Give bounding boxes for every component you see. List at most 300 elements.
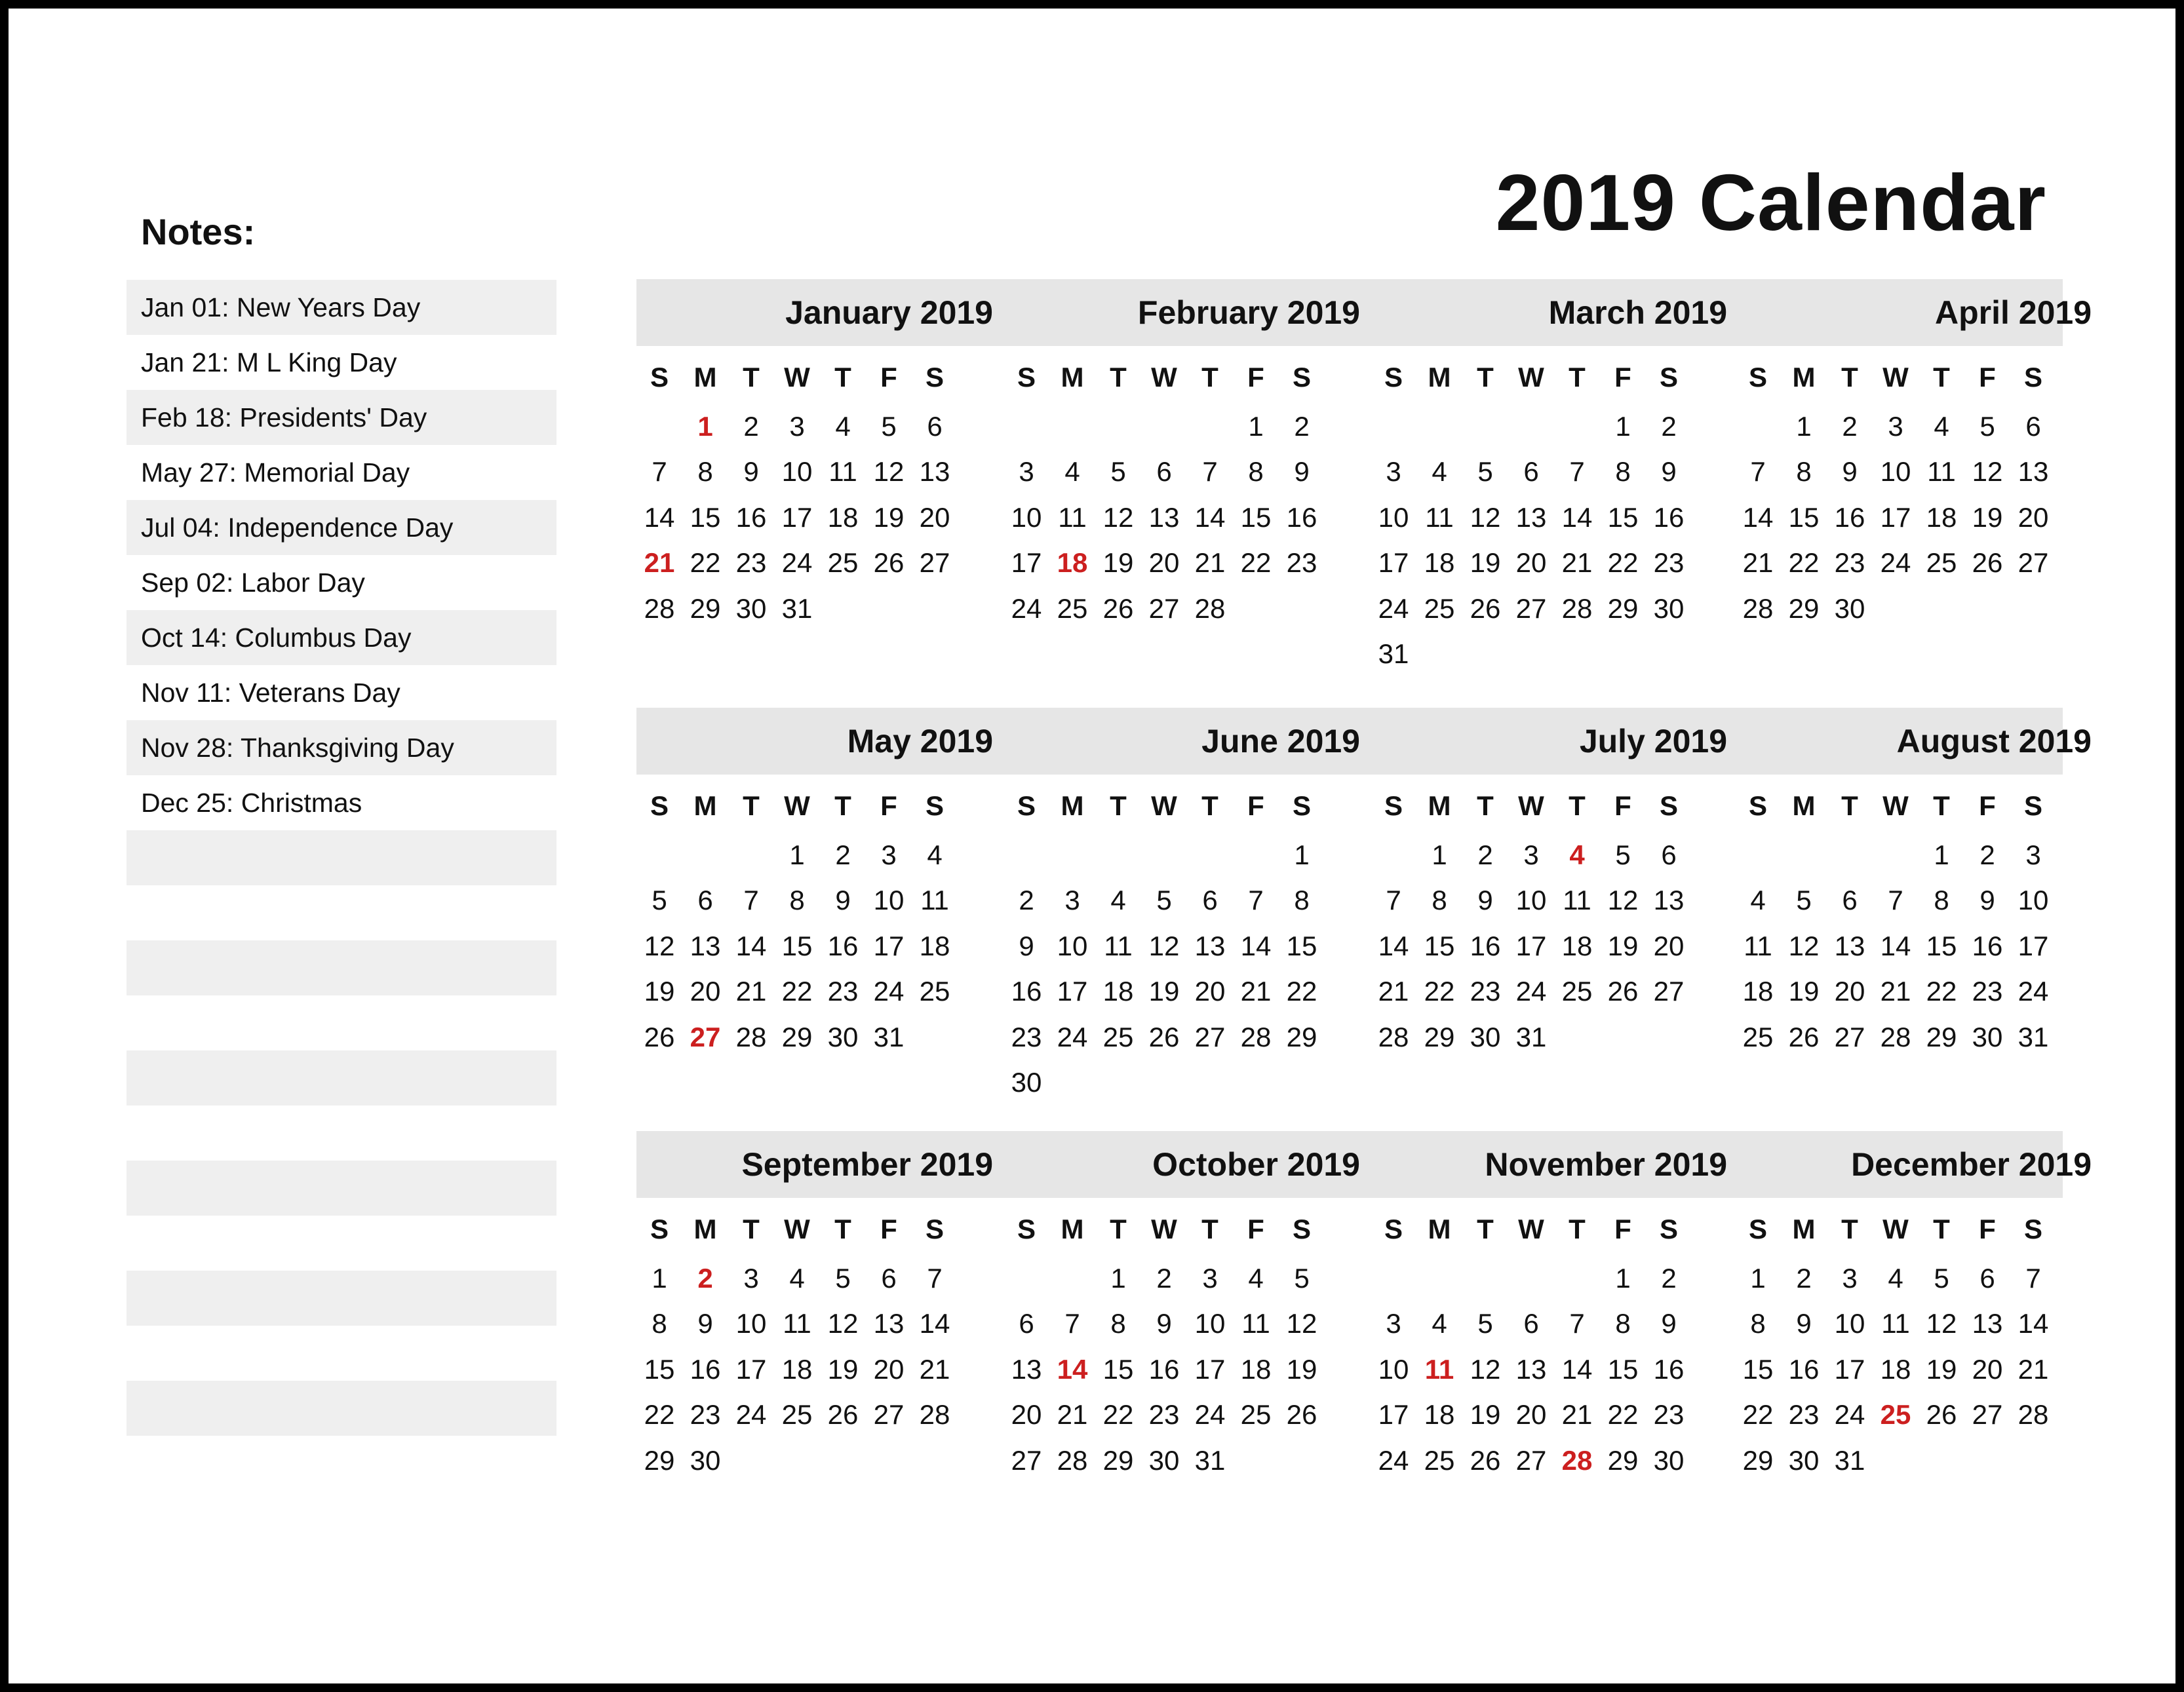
weekday-label: S xyxy=(1748,1214,1767,1244)
empty-day-cell xyxy=(1873,832,1919,877)
weekday-label: S xyxy=(650,362,669,393)
day-cell: 7 xyxy=(1569,456,1585,488)
day-cell: 21 xyxy=(735,976,767,1007)
weekday-label: S xyxy=(1292,1214,1311,1244)
day-cell: 16 xyxy=(1011,976,1042,1007)
day-cell: 27 xyxy=(1515,592,1547,624)
month-title: December 2019 xyxy=(1851,1146,2092,1183)
week-row xyxy=(1371,586,1692,631)
day-cell: 2 xyxy=(1019,885,1034,916)
week-row xyxy=(1004,449,1325,494)
empty-day-cell xyxy=(820,586,866,631)
day-cell: 3 xyxy=(881,839,897,870)
week-row xyxy=(1371,1256,1692,1301)
empty-day-cell xyxy=(1781,832,1827,877)
week-row xyxy=(1735,586,2056,631)
empty-day-cell xyxy=(1873,586,1919,631)
empty-day-cell xyxy=(1095,404,1141,449)
day-cell: 6 xyxy=(1202,885,1218,916)
week-row xyxy=(1371,449,1692,494)
week-row xyxy=(1371,969,1692,1014)
day-cell: 17 xyxy=(1378,547,1409,579)
day-cell: 9 xyxy=(1294,456,1310,488)
day-cell: 8 xyxy=(1615,1308,1631,1339)
weekday-label: S xyxy=(1017,362,1036,393)
day-cell: 24 xyxy=(873,976,905,1007)
day-cell: 12 xyxy=(1972,456,2003,488)
week-row xyxy=(636,1014,958,1060)
day-cell: 12 xyxy=(1470,1353,1501,1385)
day-cell: 3 xyxy=(1842,1263,1858,1294)
day-cell: 17 xyxy=(2018,930,2049,961)
empty-day-cell xyxy=(1141,404,1187,449)
weekday-header xyxy=(1735,351,2056,404)
empty-day-cell xyxy=(1827,832,1873,877)
day-cell: 6 xyxy=(881,1263,897,1294)
day-cell: 19 xyxy=(1102,547,1134,579)
note-row xyxy=(127,1161,556,1216)
weekday-label: S xyxy=(1659,362,1678,393)
day-cell: 7 xyxy=(1750,456,1766,488)
weekday-label: W xyxy=(1151,362,1177,393)
day-cell: 7 xyxy=(652,456,667,488)
week-row xyxy=(1371,1347,1692,1392)
day-cell: 2 xyxy=(1661,1263,1677,1294)
day-cell: 6 xyxy=(697,885,713,916)
day-cell: 20 xyxy=(1194,976,1226,1007)
day-cell: 31 xyxy=(2018,1021,2049,1052)
day-cell: 5 xyxy=(835,1263,851,1294)
weekday-label: T xyxy=(1569,362,1586,393)
day-cell: 24 xyxy=(2018,976,2049,1007)
note-row xyxy=(127,1216,556,1271)
day-cell: 20 xyxy=(1011,1399,1042,1431)
day-cell: 19 xyxy=(644,976,675,1007)
note-row: Feb 18: Presidents' Day xyxy=(127,390,556,445)
holiday-day-cell: 28 xyxy=(1561,1444,1593,1476)
day-cell: 19 xyxy=(827,1353,859,1385)
day-cell: 9 xyxy=(1156,1308,1172,1339)
weekday-label: T xyxy=(1569,1214,1586,1244)
week-row xyxy=(636,832,958,877)
day-cell: 28 xyxy=(919,1399,950,1431)
day-cell: 15 xyxy=(690,501,721,533)
empty-day-cell xyxy=(1141,1060,1187,1105)
empty-day-cell xyxy=(636,832,682,877)
day-cell: 31 xyxy=(1194,1444,1226,1476)
day-cell: 19 xyxy=(1148,976,1180,1007)
empty-day-cell xyxy=(682,832,728,877)
day-cell: 11 xyxy=(1563,885,1591,916)
empty-day-cell xyxy=(1554,631,1600,676)
day-cell: 6 xyxy=(2025,411,2041,442)
day-cell: 30 xyxy=(1653,592,1685,624)
week-row xyxy=(636,449,958,494)
day-cell: 26 xyxy=(1470,1444,1501,1476)
day-cell: 26 xyxy=(873,547,905,579)
day-cell: 22 xyxy=(1424,976,1455,1007)
day-cell: 29 xyxy=(1607,1444,1639,1476)
empty-day-cell xyxy=(1095,832,1141,877)
day-cell: 3 xyxy=(1523,839,1539,870)
weekday-label: F xyxy=(1979,790,1996,821)
day-cell: 10 xyxy=(1194,1308,1226,1339)
day-cell: 17 xyxy=(873,930,905,961)
day-cell: 13 xyxy=(1834,930,1865,961)
note-row: Oct 14: Columbus Day xyxy=(127,610,556,665)
day-cell: 1 xyxy=(1934,839,1949,870)
day-cell: 14 xyxy=(1378,930,1409,961)
day-cell: 10 xyxy=(1011,501,1042,533)
day-cell: 14 xyxy=(2018,1308,2049,1339)
day-cell: 15 xyxy=(1788,501,1820,533)
day-cell: 20 xyxy=(873,1353,905,1385)
day-cell: 15 xyxy=(781,930,813,961)
day-cell: 7 xyxy=(1202,456,1218,488)
weekday-label: W xyxy=(784,362,810,393)
day-cell: 6 xyxy=(1523,456,1539,488)
weekday-header xyxy=(636,351,958,404)
weekday-label: M xyxy=(693,790,717,821)
weekday-label: F xyxy=(1247,1214,1264,1244)
weekday-label: T xyxy=(743,362,760,393)
empty-day-cell xyxy=(2010,586,2056,631)
empty-day-cell xyxy=(1554,1014,1600,1060)
day-cell: 17 xyxy=(1057,976,1088,1007)
week-row xyxy=(1371,540,1692,585)
day-cell: 4 xyxy=(927,839,943,870)
day-cell: 12 xyxy=(1607,885,1639,916)
weekday-label: S xyxy=(925,1214,944,1244)
empty-day-cell xyxy=(1416,631,1462,676)
holiday-day-cell: 11 xyxy=(1424,1353,1454,1385)
day-cell: 11 xyxy=(1881,1308,1910,1339)
weekday-label: S xyxy=(1017,1214,1036,1244)
day-cell: 15 xyxy=(1102,1353,1134,1385)
holiday-day-cell: 14 xyxy=(1057,1353,1088,1385)
week-row xyxy=(1735,1301,2056,1346)
weekday-label: M xyxy=(1061,1214,1084,1244)
empty-day-cell xyxy=(912,586,958,631)
day-cell: 15 xyxy=(1240,501,1272,533)
note-row xyxy=(127,1381,556,1436)
empty-day-cell xyxy=(912,1014,958,1060)
week-row xyxy=(1004,404,1325,449)
day-cell: 14 xyxy=(1194,501,1226,533)
day-cell: 14 xyxy=(735,930,767,961)
day-cell: 24 xyxy=(735,1399,767,1431)
day-cell: 22 xyxy=(1607,547,1639,579)
holiday-day-cell: 25 xyxy=(1880,1399,1911,1431)
weekday-label: T xyxy=(1841,362,1858,393)
day-cell: 30 xyxy=(1834,592,1865,624)
week-row xyxy=(1371,1301,1692,1346)
weekday-label: M xyxy=(693,1214,717,1244)
weekday-label: W xyxy=(1882,362,1909,393)
note-row xyxy=(127,1106,556,1161)
weekday-label: F xyxy=(1979,1214,1996,1244)
day-cell: 30 xyxy=(1653,1444,1685,1476)
weekday-label: S xyxy=(1384,1214,1403,1244)
day-cell: 13 xyxy=(1515,1353,1547,1385)
day-cell: 23 xyxy=(1011,1021,1042,1052)
day-cell: 19 xyxy=(873,501,905,533)
day-cell: 22 xyxy=(1240,547,1272,579)
day-cell: 15 xyxy=(1607,501,1639,533)
day-cell: 24 xyxy=(1378,592,1409,624)
day-cell: 6 xyxy=(927,411,943,442)
empty-day-cell xyxy=(1141,832,1187,877)
day-cell: 13 xyxy=(919,456,950,488)
empty-day-cell xyxy=(1371,832,1416,877)
day-cell: 3 xyxy=(1386,1308,1401,1339)
weekday-label: T xyxy=(834,790,851,821)
day-cell: 8 xyxy=(1294,885,1310,916)
week-row xyxy=(1004,586,1325,631)
day-cell: 20 xyxy=(1834,976,1865,1007)
day-cell: 4 xyxy=(1750,885,1766,916)
month-title: September 2019 xyxy=(741,1146,993,1183)
day-cell: 12 xyxy=(644,930,675,961)
day-cell: 18 xyxy=(781,1353,813,1385)
day-cell: 8 xyxy=(697,456,713,488)
day-cell: 2 xyxy=(1979,839,1995,870)
day-cell: 2 xyxy=(1661,411,1677,442)
day-cell: 22 xyxy=(1286,976,1317,1007)
week-row xyxy=(1371,923,1692,969)
day-cell: 21 xyxy=(1561,547,1593,579)
day-cell: 23 xyxy=(690,1399,721,1431)
day-cell: 5 xyxy=(1979,411,1995,442)
weekday-label: W xyxy=(784,1214,810,1244)
empty-day-cell xyxy=(1508,631,1554,676)
day-cell: 1 xyxy=(1796,411,1812,442)
day-cell: 7 xyxy=(1569,1308,1585,1339)
day-cell: 26 xyxy=(1148,1021,1180,1052)
weekday-label: T xyxy=(1933,362,1950,393)
day-cell: 1 xyxy=(1294,839,1310,870)
day-cell: 16 xyxy=(1972,930,2003,961)
weekday-label: M xyxy=(693,362,717,393)
day-cell: 2 xyxy=(1477,839,1493,870)
weekday-label: M xyxy=(1792,790,1816,821)
day-cell: 22 xyxy=(1926,976,1957,1007)
holiday-day-cell: 2 xyxy=(697,1263,713,1294)
week-row xyxy=(636,404,958,449)
weekday-header xyxy=(1371,780,1692,832)
week-row xyxy=(636,586,958,631)
week-row xyxy=(1004,540,1325,585)
weekday-label: F xyxy=(1614,362,1631,393)
empty-day-cell xyxy=(1233,1060,1279,1105)
note-row: Nov 28: Thanksgiving Day xyxy=(127,720,556,775)
month-title: November 2019 xyxy=(1485,1146,1727,1183)
day-cell: 11 xyxy=(829,456,857,488)
day-cell: 30 xyxy=(690,1444,721,1476)
empty-day-cell xyxy=(1049,1256,1095,1301)
empty-day-cell xyxy=(1279,1438,1325,1483)
day-cell: 22 xyxy=(1788,547,1820,579)
weekday-label: F xyxy=(880,790,897,821)
note-row xyxy=(127,940,556,995)
day-cell: 8 xyxy=(1248,456,1264,488)
weekday-label: W xyxy=(1151,790,1177,821)
day-cell: 22 xyxy=(781,976,813,1007)
day-cell: 7 xyxy=(2025,1263,2041,1294)
weekday-label: T xyxy=(1201,790,1219,821)
day-cell: 28 xyxy=(1742,592,1774,624)
day-cell: 12 xyxy=(1102,501,1134,533)
month-title: January 2019 xyxy=(785,294,993,331)
day-cell: 20 xyxy=(1148,547,1180,579)
weekday-label: S xyxy=(1017,790,1036,821)
day-cell: 20 xyxy=(919,501,950,533)
week-row xyxy=(1735,449,2056,494)
day-cell: 4 xyxy=(835,411,851,442)
week-row xyxy=(1735,832,2056,877)
day-cell: 26 xyxy=(1972,547,2003,579)
day-cell: 7 xyxy=(927,1263,943,1294)
day-cell: 2 xyxy=(1796,1263,1812,1294)
empty-day-cell xyxy=(1233,586,1279,631)
week-row xyxy=(636,969,958,1014)
holiday-day-cell: 18 xyxy=(1057,547,1088,579)
week-row xyxy=(1735,877,2056,923)
day-cell: 9 xyxy=(1796,1308,1812,1339)
day-cell: 21 xyxy=(1240,976,1272,1007)
empty-day-cell xyxy=(1233,1438,1279,1483)
day-cell: 18 xyxy=(827,501,859,533)
day-cell: 17 xyxy=(1880,501,1911,533)
week-row xyxy=(636,495,958,540)
weekday-label: T xyxy=(1110,790,1127,821)
day-cell: 1 xyxy=(1750,1263,1766,1294)
day-cell: 12 xyxy=(1470,501,1501,533)
day-cell: 9 xyxy=(835,885,851,916)
weekday-label: T xyxy=(1933,790,1950,821)
empty-day-cell xyxy=(820,1438,866,1483)
week-row xyxy=(1004,877,1325,923)
month-title: April 2019 xyxy=(1934,294,2092,331)
month-title: June 2019 xyxy=(1201,723,1360,759)
day-cell: 1 xyxy=(652,1263,667,1294)
day-cell: 21 xyxy=(1057,1399,1088,1431)
day-cell: 13 xyxy=(1148,501,1180,533)
day-cell: 3 xyxy=(789,411,805,442)
weekday-label: S xyxy=(2023,1214,2042,1244)
day-cell: 8 xyxy=(1934,885,1949,916)
day-cell: 30 xyxy=(1470,1021,1501,1052)
day-cell: 2 xyxy=(743,411,759,442)
day-cell: 4 xyxy=(1432,1308,1447,1339)
day-cell: 29 xyxy=(781,1021,813,1052)
weekday-label: S xyxy=(1292,362,1311,393)
day-cell: 30 xyxy=(1148,1444,1180,1476)
note-row xyxy=(127,1050,556,1106)
day-cell: 15 xyxy=(1607,1353,1639,1385)
day-cell: 5 xyxy=(1934,1263,1949,1294)
day-cell: 29 xyxy=(1742,1444,1774,1476)
day-cell: 20 xyxy=(1653,930,1685,961)
day-cell: 13 xyxy=(2018,456,2049,488)
day-cell: 30 xyxy=(827,1021,859,1052)
day-cell: 28 xyxy=(1880,1021,1911,1052)
day-cell: 16 xyxy=(1788,1353,1820,1385)
day-cell: 9 xyxy=(1477,885,1493,916)
day-cell: 25 xyxy=(1424,1444,1455,1476)
week-row xyxy=(1371,495,1692,540)
weekday-label: T xyxy=(1477,790,1494,821)
day-cell: 15 xyxy=(1742,1353,1774,1385)
weekday-label: F xyxy=(1979,362,1996,393)
weekday-label: M xyxy=(1792,1214,1816,1244)
day-cell: 4 xyxy=(1934,411,1949,442)
day-cell: 27 xyxy=(1653,976,1685,1007)
day-cell: 18 xyxy=(1424,1399,1455,1431)
empty-day-cell xyxy=(1462,404,1508,449)
note-row xyxy=(127,830,556,885)
day-cell: 5 xyxy=(1796,885,1812,916)
weekday-label: F xyxy=(1614,790,1631,821)
empty-day-cell xyxy=(1279,1060,1325,1105)
day-cell: 21 xyxy=(919,1353,950,1385)
day-cell: 16 xyxy=(1653,501,1685,533)
day-cell: 1 xyxy=(1110,1263,1126,1294)
day-cell: 19 xyxy=(1926,1353,1957,1385)
day-cell: 23 xyxy=(827,976,859,1007)
day-cell: 4 xyxy=(1248,1263,1264,1294)
day-cell: 31 xyxy=(1515,1021,1547,1052)
week-row xyxy=(1004,1256,1325,1301)
day-cell: 16 xyxy=(1653,1353,1685,1385)
empty-day-cell xyxy=(1600,631,1646,676)
day-cell: 12 xyxy=(1788,930,1820,961)
empty-day-cell xyxy=(1004,404,1049,449)
day-cell: 25 xyxy=(1057,592,1088,624)
weekday-header xyxy=(1735,780,2056,832)
week-row xyxy=(1735,1347,2056,1392)
day-cell: 5 xyxy=(1156,885,1172,916)
day-cell: 10 xyxy=(1378,501,1409,533)
weekday-label: T xyxy=(743,1214,760,1244)
day-cell: 22 xyxy=(1102,1399,1134,1431)
day-cell: 16 xyxy=(1286,501,1317,533)
day-cell: 9 xyxy=(1842,456,1858,488)
day-cell: 29 xyxy=(1102,1444,1134,1476)
week-row xyxy=(1735,1256,2056,1301)
empty-day-cell xyxy=(728,832,774,877)
day-cell: 12 xyxy=(827,1308,859,1339)
day-cell: 3 xyxy=(743,1263,759,1294)
day-cell: 6 xyxy=(1523,1308,1539,1339)
day-cell: 19 xyxy=(1607,930,1639,961)
empty-day-cell xyxy=(636,404,682,449)
day-cell: 14 xyxy=(1742,501,1774,533)
empty-day-cell xyxy=(1371,404,1416,449)
day-cell: 23 xyxy=(1653,1399,1685,1431)
weekday-header xyxy=(1004,780,1325,832)
day-cell: 29 xyxy=(644,1444,675,1476)
week-row xyxy=(1735,969,2056,1014)
day-cell: 1 xyxy=(1432,839,1447,870)
week-row xyxy=(1371,404,1692,449)
empty-day-cell xyxy=(1554,1256,1600,1301)
day-cell: 17 xyxy=(781,501,813,533)
weekday-label: T xyxy=(1110,1214,1127,1244)
day-cell: 15 xyxy=(1926,930,1957,961)
day-cell: 29 xyxy=(1286,1021,1317,1052)
day-cell: 31 xyxy=(1378,638,1409,669)
